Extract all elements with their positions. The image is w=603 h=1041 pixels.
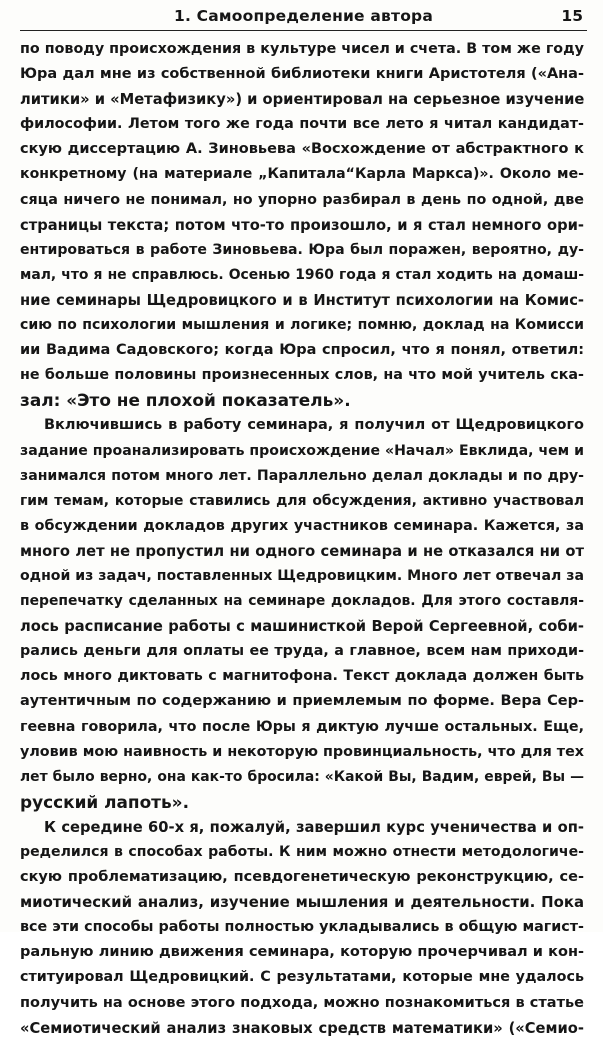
text-line: в обсуждении докладов других участников семинара. Кажется, за [20,517,584,534]
text-line: Юра дал мне из собственной библиотеки книги Аристотеля («Ана- [20,66,584,83]
text-line: Включившись в работу семинара, я получил от Щедровицкого [44,417,584,434]
text-line: ние семинары Щедровицкого и в Институт психологии на Комис- [20,291,584,309]
text-line: конкретному (на материале „Капитала“Карла Маркса)». Около ме- [20,166,584,183]
text-line: аутентичным по содержанию и приемлемым по форме. Вера Сер- [20,693,584,710]
text-line: все эти способы работы полностью укладывались в общую магист- [20,919,584,936]
text-line: по поводу происхождения в культуре чисел и счета. В том же году [20,41,584,57]
text-line: лось расписание работы с машинисткой Верой Сергеевной, соби- [20,618,584,636]
text-line: миотический анализ, изучение мышления и деятельности. Пока [20,893,584,912]
body-text [20,37,584,1041]
text-line: ределился в способах работы. К ним можно отнести методологиче- [20,844,584,860]
text-line: лось много диктовать с магнитофона. Текст доклада должен быть [20,668,584,685]
text-line: уловив мою наивность и некоторую провинциальность, что для тех [20,743,584,760]
text-line: зал: «Это не плохой показатель». [20,390,351,411]
text-line: скую проблематизацию, псевдогенетическую реконструкцию, се- [20,869,584,886]
text-line: много лет не пропустил ни одного семинара и не отказался ни от [20,542,584,560]
text-line: философии. Летом того же года почти все лето я читал кандидат- [20,116,584,133]
text-line: не больше половины произнесенных слов, на что мой учитель ска- [20,367,584,384]
text-line: ентироваться в работе Зиновьева. Юра был поражен, вероятно, ду- [20,241,584,258]
text-line: сяца ничего не понимал, но упорно разбирал в день по одной, две [20,191,584,208]
text-line: одной из задач, поставленных Щедровицким. Много лет отвечал за [20,567,584,584]
text-line: ституировал Щедровицкий. С результатами, которые мне удалось [20,969,584,986]
section-title: 1. Самоопределение автора [173,7,434,25]
text-line: литики» и «Метафизику») и ориентировал на серьезное изучение [20,91,584,109]
page-number: 15 [561,7,583,25]
text-line: геевна говорила, что после Юры я диктую лучше остальных. Еще, [20,718,584,735]
text-line: получить на основе этого подхода, можно познакомиться в статье [20,994,584,1011]
text-line: мал, что я не справлюсь. Осенью 1960 года я стал ходить на домаш- [20,266,584,283]
text-line: занимался потом много лет. Параллельно делал доклады и по дру- [20,467,584,484]
text-line: рались деньги для оплаты ее труда, а главное, всем нам приходи- [20,643,584,660]
text-line: сию по психологии мышления и логике; помню, доклад на Комисси [20,317,584,334]
text-line: задание проанализировать происхождение «Начал» Евклида, чем и [20,442,584,459]
text-line: К середине 60-х я, пожалуй, завершил курс ученичества и оп- [44,818,584,836]
text-line: ии Вадима Садовского; когда Юра спросил, что я понял, ответил: [20,342,584,359]
text-line: гим темам, которые ставились для обсуждения, активно участвовал [20,492,584,509]
text-line: ральную линию движения семинара, которую прочерчивал и кон- [20,944,584,961]
text-line: перепечатку сделанных на семинаре докладов. Для этого составля- [20,593,584,610]
text-line: страницы текста; потом что-то произошло, и я стал немного ори- [20,216,584,234]
running-header [20,4,587,31]
text-line: русский лапоть». [20,791,189,812]
text-line: скую диссертацию А. Зиновьева «Восхождение от абстрактного к [20,141,584,158]
text-line: «Семиотический анализ знаковых средств математики» («Семио- [20,1019,584,1037]
text-line: лет было верно, она как-то бросила: «Какой Вы, Вадим, еврей, Вы — [20,768,584,785]
